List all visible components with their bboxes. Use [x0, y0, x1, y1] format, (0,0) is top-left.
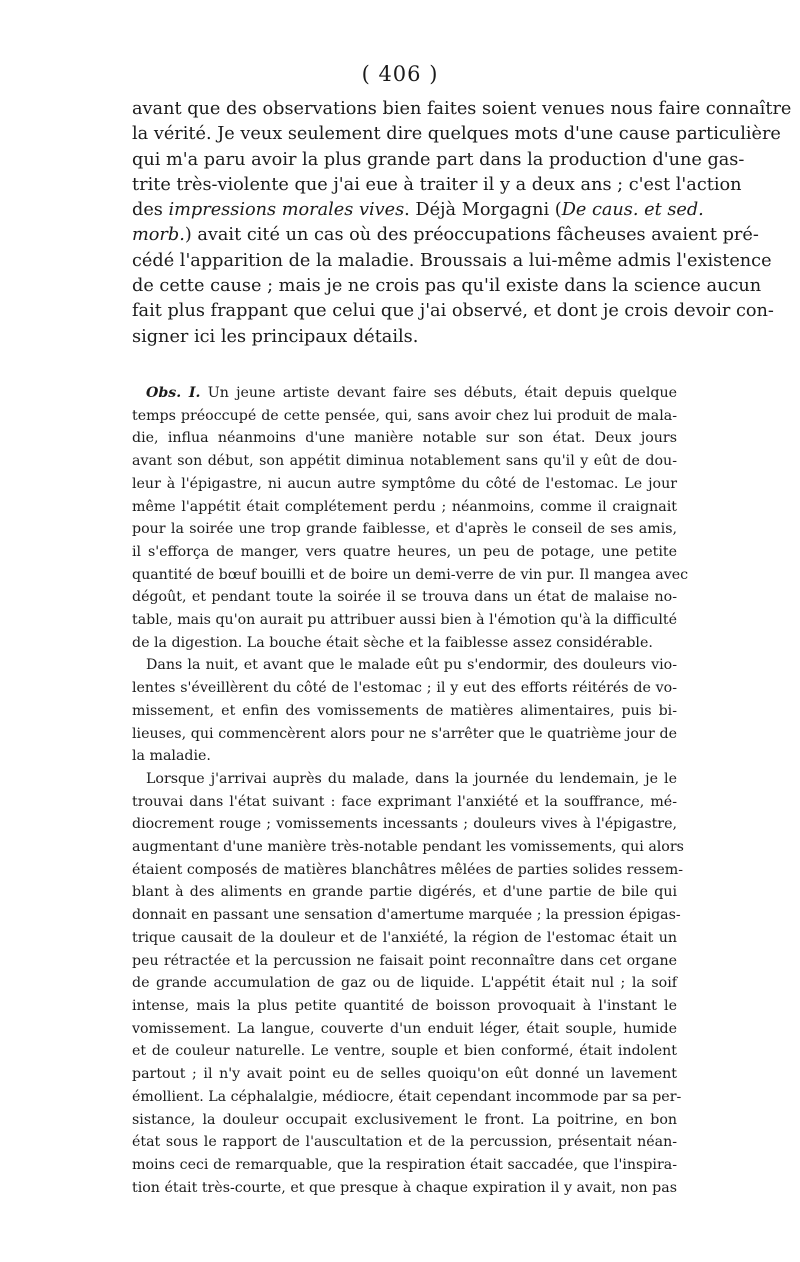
text-line: die, influa néanmoins d'une manière notable sur son état. Deux jours: [132, 430, 677, 447]
text-line: de cette cause ; mais je ne crois pas qu'il existe dans la science aucun: [132, 276, 762, 297]
text-line: émollient. La céphalalgie, médiocre, était cependant incommode par sa per-: [132, 1088, 682, 1105]
text-line: lentes s'éveillèrent du côté de l'estomac ; il y eut des efforts réitérés de vo-: [132, 680, 677, 697]
text-line: table, mais qu'on aurait pu attribuer aussi bien à l'émotion qu'à la difficulté: [132, 612, 677, 629]
text-line: qui m'a paru avoir la plus grande part dans la production d'une gas-: [132, 149, 745, 170]
text-fragment: des: [132, 200, 169, 221]
text-line: dégoût, et pendant toute la soirée il se trouva dans un état de malaise no-: [132, 589, 677, 606]
text-line: quantité de bœuf bouilli et de boire un demi-verre de vin pur. Il mangea avec: [132, 566, 689, 583]
text-line: peu rétractée et la percussion ne faisait point reconnaître dans cet organe: [132, 952, 677, 969]
text-line: missement, et enfin des vomissements de matières alimentaires, puis bi-: [132, 702, 677, 719]
text-line: de la digestion. La bouche était sèche et la faiblesse assez considérable.: [132, 634, 653, 651]
page-number: ( 406 ): [361, 62, 439, 86]
text-line: partout ; il n'y avait point eu de selles quoiqu'on eût donné un lavement: [132, 1066, 677, 1083]
text-fragment: ) avait cité un cas où des préoccupations fâcheuses avaient pré-: [184, 225, 759, 246]
text-fragment: . Déjà: [404, 200, 462, 221]
text-fragment: Morgagni (: [461, 200, 562, 221]
text-line: étaient composés de matières blanchâtres mêlées de parties solides ressem-: [132, 861, 684, 878]
text-line: sistance, la douleur occupait exclusivement le front. La poitrine, en bon: [132, 1111, 677, 1128]
text-fragment: Un jeune artiste devant faire ses débuts, était depuis quelque: [200, 385, 677, 401]
italic-citation: De caus. et sed.: [561, 200, 704, 221]
text-line: la vérité. Je veux seulement dire quelques mots d'une cause particulière: [132, 124, 781, 145]
text-line: trite très-violente que j'ai eue à traiter il y a deux ans ; c'est l'action: [132, 174, 742, 195]
text-line: blant à des aliments en grande partie digérés, et d'une partie de bile qui: [132, 884, 677, 901]
text-line: trouvai dans l'état suivant : face exprimant l'anxiété et la souffrance, mé-: [132, 793, 677, 810]
text-line: la maladie.: [132, 748, 211, 765]
text-line: [132, 223, 759, 248]
intro-paragraph: [132, 97, 792, 350]
text-line: intense, mais la plus petite quantité de boisson provoquait à l'instant le: [132, 997, 677, 1014]
text-line: Dans la nuit, et avant que le malade eût pu s'endormir, des douleurs vio-: [146, 657, 677, 674]
text-line: pour la soirée une trop grande faiblesse, et d'après le conseil de ses amis,: [132, 521, 677, 538]
text-line: de grande accumulation de gaz ou de liquide. L'appétit était nul ; la soif: [132, 975, 677, 992]
text-line: trique causait de la douleur et de l'anxiété, la région de l'estomac était un: [132, 929, 677, 946]
text-line: avant que des observations bien faites soient venues nous faire connaître: [132, 99, 792, 119]
text-line: [132, 382, 677, 405]
text-line: Lorsque j'arrivai auprès du malade, dans la journée du lendemain, je le: [146, 770, 677, 787]
text-line: temps préoccupé de cette pensée, qui, sans avoir chez lui produit de mala-: [132, 407, 677, 424]
text-line: fait plus frappant que celui que j'ai observé, et dont je crois devoir con-: [132, 301, 774, 322]
text-line: leur à l'épigastre, ni aucun autre symptôme du côté de l'estomac. Le jour: [132, 475, 677, 492]
text-line: donnait en passant une sensation d'amertume marquée ; la pression épigas-: [132, 907, 681, 924]
italic-citation: morb.: [132, 225, 185, 246]
text-line: diocrement rouge ; vomissements incessants ; douleurs vives à l'épigastre,: [132, 816, 677, 833]
text-line: signer ici les principaux détails.: [132, 326, 419, 347]
observation-label: Obs. I.: [146, 385, 201, 401]
text-line: moins ceci de remarquable, que la respiration était saccadée, que l'inspira-: [132, 1156, 677, 1173]
text-line: avant son début, son appétit diminua notablement sans qu'il y eût de dou-: [132, 453, 677, 470]
text-line: lieuses, qui commencèrent alors pour ne s'arrêter que le quatrième jour de: [132, 725, 677, 742]
text-line: et de couleur naturelle. Le ventre, souple et bien conformé, était indolent: [132, 1043, 677, 1060]
text-line: [132, 198, 704, 223]
text-line: augmentant d'une manière très-notable pendant les vomissements, qui alors: [132, 839, 684, 856]
text-line: état sous le rapport de l'auscultation et de la percussion, présentait néan-: [132, 1134, 677, 1151]
text-line: cédé l'apparition de la maladie. Broussais a lui-même admis l'existence: [132, 250, 772, 271]
text-line: même l'appétit était complétement perdu ; néanmoins, comme il craignait: [132, 498, 677, 515]
observation-section: [132, 382, 689, 1199]
text-line: vomissement. La langue, couverte d'un enduit léger, était souple, humide: [132, 1020, 677, 1037]
text-line: tion était très-courte, et que presque à chaque expiration il y avait, non pas: [132, 1179, 677, 1196]
italic-phrase: impressions morales vives: [168, 200, 405, 221]
text-line: il s'efforça de manger, vers quatre heures, un peu de potage, une petite: [132, 543, 677, 560]
